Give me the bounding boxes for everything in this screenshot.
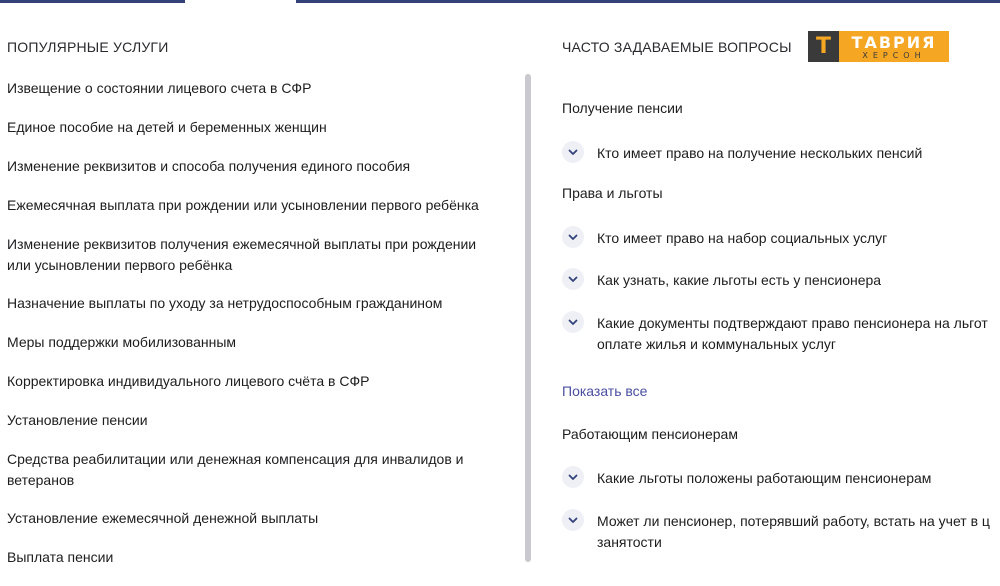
faq-question[interactable] [562,270,1000,291]
faq-question-text[interactable]: Как узнать, какие льготы есть у пенсионера [597,272,882,288]
faq-group-title: Права и льготы [562,185,663,201]
show-all-link[interactable]: Показать все [562,383,648,399]
chevron-down-icon[interactable] [562,466,584,488]
service-link[interactable]: Выплата пенсии [7,549,114,565]
faq-question-text[interactable]: Какие льготы положены работающим пенсионерам [597,470,932,486]
logo-letter: Т [808,31,839,62]
top-nav-underline-left [0,0,185,3]
faq-question-text[interactable]: Кто имеет право на получение нескольких пенсий [597,145,923,161]
faq-question-text[interactable]: Может ли пенсионер, потерявший работу, встать на учет в ц занятости [597,513,990,550]
faq-group-title: Получение пенсии [562,100,683,116]
faq-question[interactable] [562,228,1000,249]
faq-question-text[interactable]: Кто имеет право на набор социальных услуг [597,230,888,246]
faq-title: ЧАСТО ЗАДАВАЕМЫЕ ВОПРОСЫ [562,39,792,55]
logo-name: ТАВРИЯ [851,32,937,52]
chevron-down-icon[interactable] [562,311,584,333]
service-link[interactable]: Ежемесячная выплата при рождении или усыновлении первого ребёнка [7,197,479,213]
service-link[interactable]: Средства реабилитации или денежная компенсация для инвалидов и ветеранов [7,451,464,488]
service-link[interactable]: Меры поддержки мобилизованным [7,334,237,350]
chevron-down-icon[interactable] [562,268,584,290]
service-link[interactable]: Корректировка индивидуального лицевого счёта в СФР [7,373,370,389]
popular-services-title: ПОПУЛЯРНЫЕ УСЛУГИ [7,39,169,55]
service-link[interactable]: Извещение о состоянии лицевого счета в СФР [7,80,312,96]
tavria-logo [808,31,949,62]
faq-group-title: Работающим пенсионерам [562,426,738,442]
chevron-down-icon[interactable] [562,226,584,248]
service-link[interactable]: Изменение реквизитов получения ежемесячной выплаты при рождении или усыновлении первого ребёнка [7,236,477,273]
faq-question-text[interactable]: Какие документы подтверждают право пенсионера на льгот оплате жилья и коммунальных услуг [597,315,988,352]
faq-question[interactable] [562,468,1000,489]
popular-services-list [7,78,512,586]
service-link[interactable]: Единое пособие на детей и беременных женщин [7,119,327,135]
chevron-down-icon[interactable] [562,509,584,531]
service-link[interactable]: Установление ежемесячной денежной выплаты [7,510,319,526]
service-link[interactable]: Изменение реквизитов и способа получения единого пособия [7,158,411,174]
faq-question[interactable] [562,313,1000,355]
faq-question[interactable] [562,511,1000,553]
top-nav-underline-right [296,0,1000,3]
service-link[interactable]: Установление пенсии [7,412,148,428]
scrollbar-thumb[interactable] [525,74,531,562]
service-link[interactable]: Назначение выплаты по уходу за нетрудоспособным гражданином [7,295,443,311]
faq-question[interactable] [562,143,1000,164]
chevron-down-icon[interactable] [562,141,584,163]
logo-city: ХЕРСОН [862,50,926,60]
